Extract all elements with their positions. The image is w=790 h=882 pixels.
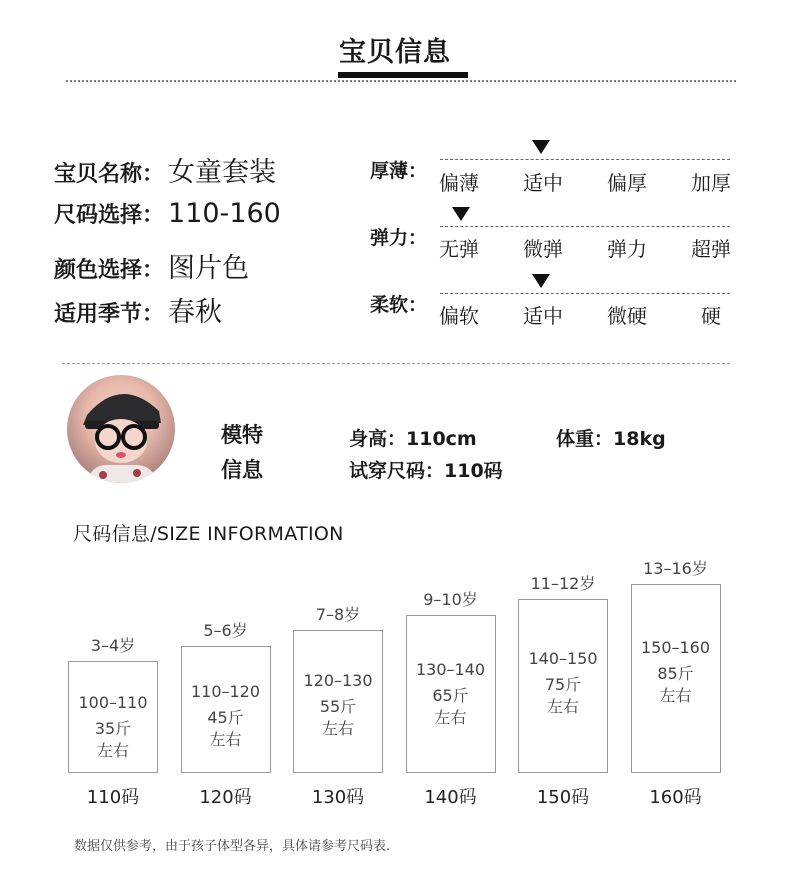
size-approx: 左右 xyxy=(321,719,354,739)
info-value: 图片色 xyxy=(168,253,250,284)
scale-option: 加厚 xyxy=(691,171,731,195)
info-value: 女童套装 xyxy=(168,157,277,188)
scale-option: 弹力 xyxy=(607,237,647,261)
size-box xyxy=(68,661,158,773)
scale-thickness-line xyxy=(440,159,730,160)
size-code: 130码 xyxy=(311,787,365,808)
scale-option: 偏厚 xyxy=(607,171,647,195)
info-row-size xyxy=(54,198,281,229)
footer-note: 数据仅供参考，由于孩子体型各异，具体请参考尺码表. xyxy=(74,839,391,854)
size-box xyxy=(631,584,721,774)
model-tried-size: 试穿尺码：110码 xyxy=(349,460,503,482)
size-weight: 55斤 xyxy=(319,697,357,717)
divider-top xyxy=(66,80,736,82)
size-box xyxy=(181,646,271,774)
size-age-label: 11–12岁 xyxy=(530,574,596,593)
size-weight: 45斤 xyxy=(207,708,244,728)
size-section-header: 尺码信息/SIZE INFORMATION xyxy=(73,523,344,545)
page-title: 宝贝信息 xyxy=(339,37,451,68)
size-weight: 65斤 xyxy=(432,685,469,705)
size-age-label: 3–4岁 xyxy=(90,636,136,655)
scale-option: 超弹 xyxy=(691,237,731,261)
size-code: 150码 xyxy=(536,787,590,808)
scale-softness-line xyxy=(440,293,730,294)
info-label: 颜色选择： xyxy=(54,258,165,283)
info-label: 适用季节： xyxy=(54,302,165,327)
scale-softness-label: 柔软： xyxy=(370,294,428,316)
info-row-color xyxy=(54,246,249,285)
model-photo-illustration xyxy=(67,375,175,483)
size-weight: 75斤 xyxy=(544,674,582,694)
model-title-line2: 信息 xyxy=(221,458,263,482)
size-height-range: 150–160 xyxy=(640,637,711,657)
size-approx: 左右 xyxy=(209,730,242,750)
divider-middle xyxy=(62,363,730,364)
scale-softness-marker xyxy=(532,274,550,288)
info-value: 春秋 xyxy=(168,297,223,328)
size-code: 120码 xyxy=(199,787,252,808)
size-code: 140码 xyxy=(424,787,477,808)
scale-option: 适中 xyxy=(523,171,563,195)
size-height-range: 110–120 xyxy=(190,682,261,702)
size-weight: 85斤 xyxy=(657,663,694,683)
scale-option: 硬 xyxy=(701,304,721,328)
model-weight: 体重：18kg xyxy=(556,428,666,450)
info-row-name xyxy=(54,150,276,189)
scale-elasticity-line xyxy=(440,226,730,227)
size-code: 110码 xyxy=(86,787,140,808)
scale-option: 微硬 xyxy=(607,304,647,328)
size-approx: 左右 xyxy=(96,741,129,761)
scale-thickness-label: 厚薄： xyxy=(370,160,428,182)
info-label: 宝贝名称： xyxy=(54,162,165,187)
info-value: 110-160 xyxy=(168,198,281,229)
model-title-line1: 模特 xyxy=(221,423,263,447)
info-label: 尺码选择： xyxy=(54,203,165,228)
size-box xyxy=(518,599,608,773)
size-box xyxy=(406,615,496,774)
scale-option: 偏软 xyxy=(439,304,479,328)
model-height: 身高：110cm xyxy=(349,428,477,450)
scale-option: 无弹 xyxy=(439,237,479,261)
scale-option: 适中 xyxy=(523,304,563,328)
size-age-label: 9–10岁 xyxy=(423,589,478,609)
size-weight: 35斤 xyxy=(94,719,132,739)
size-age-label: 7–8岁 xyxy=(315,605,361,624)
size-approx: 左右 xyxy=(434,707,467,727)
size-approx: 左右 xyxy=(659,685,692,705)
size-approx: 左右 xyxy=(546,696,579,716)
scale-elasticity-label: 弹力： xyxy=(370,227,428,249)
model-avatar xyxy=(67,375,175,483)
scale-thickness-marker xyxy=(532,140,550,154)
size-height-range: 100–110 xyxy=(78,693,148,713)
size-height-range: 130–140 xyxy=(415,659,486,679)
title-underline xyxy=(338,72,468,78)
scale-elasticity-marker xyxy=(452,207,470,221)
scale-option: 微弹 xyxy=(523,237,563,261)
size-height-range: 140–150 xyxy=(528,648,598,668)
size-age-label: 13–16岁 xyxy=(643,558,708,578)
size-code: 160码 xyxy=(649,787,702,808)
scale-option: 偏薄 xyxy=(439,171,479,195)
info-row-season xyxy=(54,290,222,329)
size-height-range: 120–130 xyxy=(303,671,373,691)
size-box xyxy=(293,630,383,773)
size-age-label: 5–6岁 xyxy=(203,620,248,640)
